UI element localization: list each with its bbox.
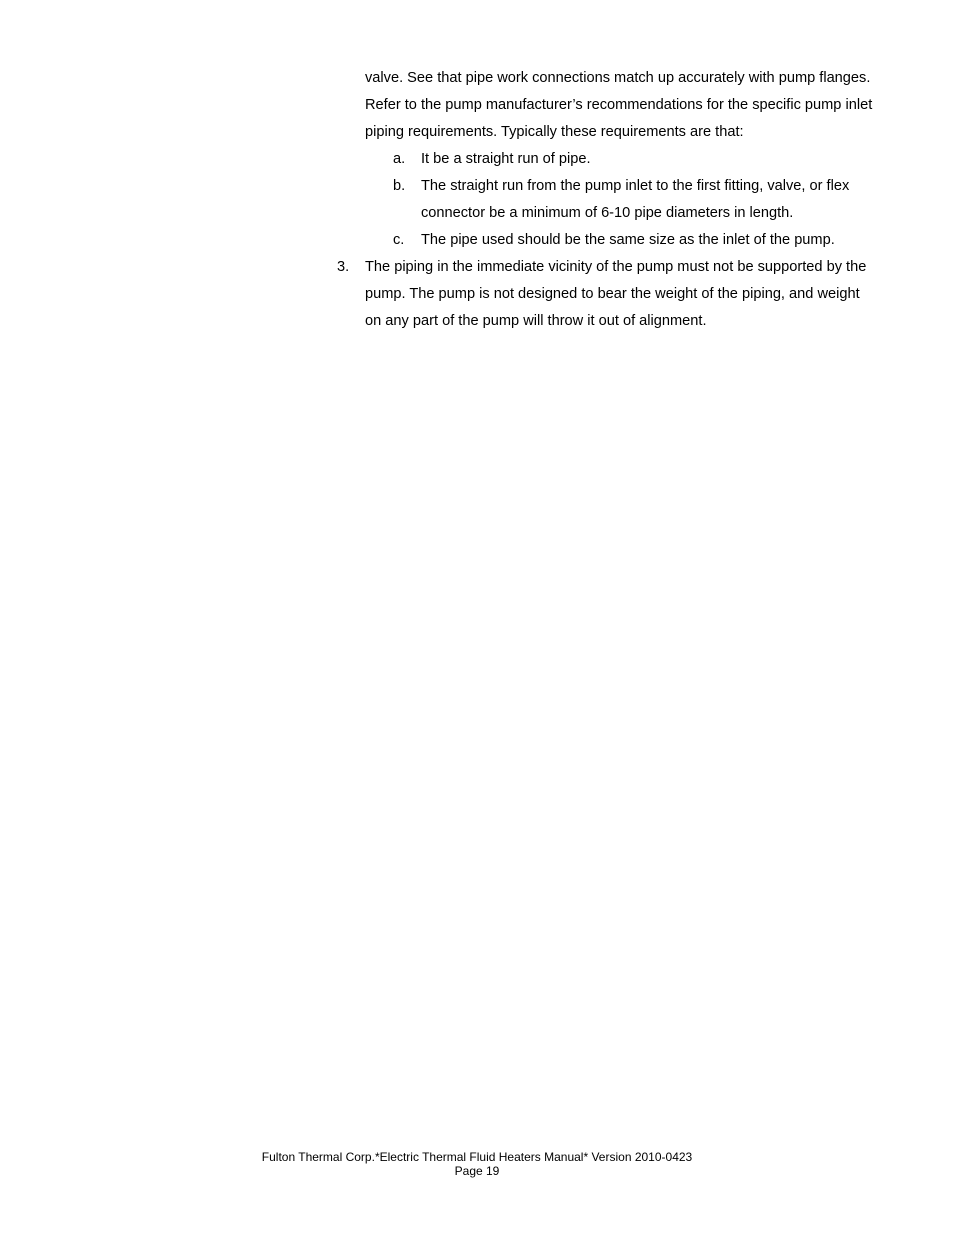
list-item-text: The straight run from the pump inlet to the first fitting, valve, or flex connector be a minimum of 6-10 pipe diameters in length. <box>421 178 850 221</box>
list-marker: c. <box>393 232 405 248</box>
list-item <box>365 173 875 227</box>
list-item <box>365 146 875 173</box>
footer-title: Fulton Thermal Corp.*Electric Thermal Fluid Heaters Manual* Version 2010-0423 <box>261 1150 693 1164</box>
page-footer <box>0 1150 954 1178</box>
requirements-list <box>365 146 875 254</box>
list-marker: b. <box>393 178 406 194</box>
numbered-item-3 <box>337 254 875 335</box>
item-number: 3. <box>337 259 350 275</box>
page-number: Page 19 <box>454 1164 500 1178</box>
continuation-paragraph: valve. See that pipe work connections match up accurately with pump flanges. Refer to the pump manufacturer’s recommendations for the specific pump inlet piping requirements. Typically these requirements are that: <box>365 70 873 140</box>
item-text: The piping in the immediate vicinity of the pump must not be supported by the pump. The pump is not designed to bear the weight of the piping, and weight on any part of the pump will throw it out of alignment. <box>365 259 867 329</box>
list-item-text: It be a straight run of pipe. <box>421 151 591 167</box>
list-item-text: The pipe used should be the same size as the inlet of the pump. <box>421 232 835 248</box>
list-item <box>365 227 875 254</box>
body-text <box>337 65 875 335</box>
list-marker: a. <box>393 151 406 167</box>
